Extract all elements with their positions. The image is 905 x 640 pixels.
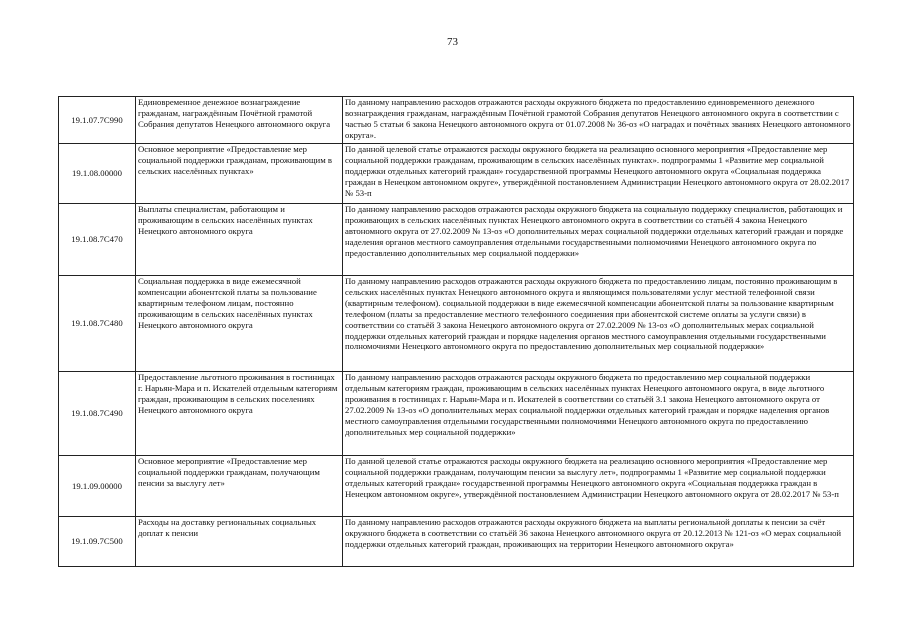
row-name: Социальная поддержка в виде ежемесячной компенсации абонентской платы за пользование квартирным телефоном лицам, постоянно проживающим в сельских населённых пунктах Ненецкого автономного округа bbox=[136, 276, 343, 372]
table-row bbox=[59, 97, 854, 144]
page-number: 73 bbox=[447, 36, 458, 48]
row-description: По данной целевой статье отражаются расходы окружного бюджета на реализацию основного мероприятия «Предоставление мер социальной поддержки гражданам, получающим пенсии за выслугу лет», подпрограммы 1 «Развитие мер социальной поддержки отдельных категорий граждан» государственной программы Ненецкого автономного округа «Социальная поддержка граждан в Ненецком автономном округе», утверждённой постановлением Администрации Ненецкого автономного округа от 28.02.2017 № 53-п bbox=[343, 456, 854, 517]
row-code: 19.1.08.7С480 bbox=[59, 276, 136, 372]
row-name: Единовременное денежное вознаграждение гражданам, награждённым Почётной грамотой Собрания депутатов Ненецкого автономного округа bbox=[136, 97, 343, 144]
row-code: 19.1.08.7С470 bbox=[59, 204, 136, 276]
row-description: По данному направлению расходов отражаются расходы окружного бюджета по предоставлению лицам, постоянно проживающим в сельских населённых пунктах Ненецкого автономного округа и являющимся пользователями услуг местной телефонной связи (квартирным телефоном). социальной поддержки в виде ежемесячной компенсации абонентской платы за пользование квартирным телефоном (платы за предоставление местного телефонного соединения при абонентской системе оплаты за услуги связи) в соответствии со статьёй 3 закона Ненецкого автономного округа от 27.02.2009 № 13-оз «О дополнительных мерах социальной поддержки отдельных категорий граждан и порядке наделения органов местного самоуправления отдельными государственными полномочиями Ненецкого автономного округа по предоставлению дополнительных мер социальной поддержки» bbox=[343, 276, 854, 372]
budget-classification-table bbox=[58, 96, 854, 567]
row-name: Основное мероприятие «Предоставление мер социальной поддержки гражданам, получающим пенсии за выслугу лет» bbox=[136, 456, 343, 517]
table-row bbox=[59, 372, 854, 456]
row-description: По данной целевой статье отражаются расходы окружного бюджета на реализацию основного мероприятия «Предоставление мер социальной поддержки гражданам, проживающим в сельских населённых пунктах». подпрограммы 1 «Развитие мер социальной поддержки отдельных категорий граждан» государственной программы Ненецкого автономного округа «Социальная поддержка граждан в Ненецком автономном округе», утверждённой постановлением Администрации Ненецкого автономного округа от 28.02.2017 № 53-п bbox=[343, 144, 854, 204]
row-code: 19.1.09.00000 bbox=[59, 456, 136, 517]
table-row bbox=[59, 276, 854, 372]
row-description: По данному направлению расходов отражаются расходы окружного бюджета по предоставлению мер социальной поддержки отдельным категориям граждан, проживающим в сельских населённых пунктах Ненецкого автономного округа, в виде льготного проживания в гостиницах г. Нарьян-Мара и п. Искателей в соответствии со статьёй 3.1 закона Ненецкого автономного округа от 27.02.2009 № 13-оз «О дополнительных мерах социальной поддержки отдельных категорий граждан и порядке наделения органов местного самоуправления отдельными государственными полномочиями Ненецкого автономного округа по предоставлению дополнительных мер социальной поддержки» bbox=[343, 372, 854, 456]
row-description: По данному направлению расходов отражаются расходы окружного бюджета на социальную поддержку специалистов, работающих и проживающих в сельских населённых пунктах Ненецкого автономного округа в соответствии со статьёй 4 закона Ненецкого автономного округа от 27.02.2009 № 13-оз «О дополнительных мерах социальной поддержки отдельных категорий граждан и порядке наделения органов местного самоуправления отдельными государственными полномочиями Ненецкого автономного округа по предоставлению дополнительных мер социальной поддержки» bbox=[343, 204, 854, 276]
table-row bbox=[59, 456, 854, 517]
row-description: По данному направлению расходов отражаются расходы окружного бюджета по предоставлению единовременного денежного вознаграждения гражданам, награждённым Почётной грамотой Собрания депутатов Ненецкого автономного округа в соответствии с частью 5 статьи 6 закона Ненецкого автономного округа от 01.07.2008 № 36-оз «О наградах и почётных званиях Ненецкого автономного округа». bbox=[343, 97, 854, 144]
row-code: 19.1.08.00000 bbox=[59, 144, 136, 204]
table-row bbox=[59, 204, 854, 276]
row-code: 19.1.08.7С490 bbox=[59, 372, 136, 456]
row-description: По данному направлению расходов отражаются расходы окружного бюджета на выплаты региональной доплаты к пенсии за счёт окружного бюджета в соответствии со статьёй 36 закона Ненецкого автономного округа от 20.12.2013 № 121-оз «О мерах социальной поддержки отдельных категорий граждан, проживающих на территории Ненецкого автономного округа» bbox=[343, 517, 854, 567]
row-name: Выплаты специалистам, работающим и проживающим в сельских населённых пунктах Ненецкого автономного округа bbox=[136, 204, 343, 276]
row-code: 19.1.07.7С990 bbox=[59, 97, 136, 144]
table-row bbox=[59, 144, 854, 204]
row-name: Предоставление льготного проживания в гостиницах г. Нарьян-Мара и п. Искателей отдельным категориям граждан, проживающим в сельских поселениях Ненецкого автономного округа bbox=[136, 372, 343, 456]
row-name: Основное мероприятие «Предоставление мер социальной поддержки гражданам, проживающим в сельских населённых пунктах» bbox=[136, 144, 343, 204]
row-code: 19.1.09.7С500 bbox=[59, 517, 136, 567]
table-row bbox=[59, 517, 854, 567]
row-name: Расходы на доставку региональных социальных доплат к пенсии bbox=[136, 517, 343, 567]
